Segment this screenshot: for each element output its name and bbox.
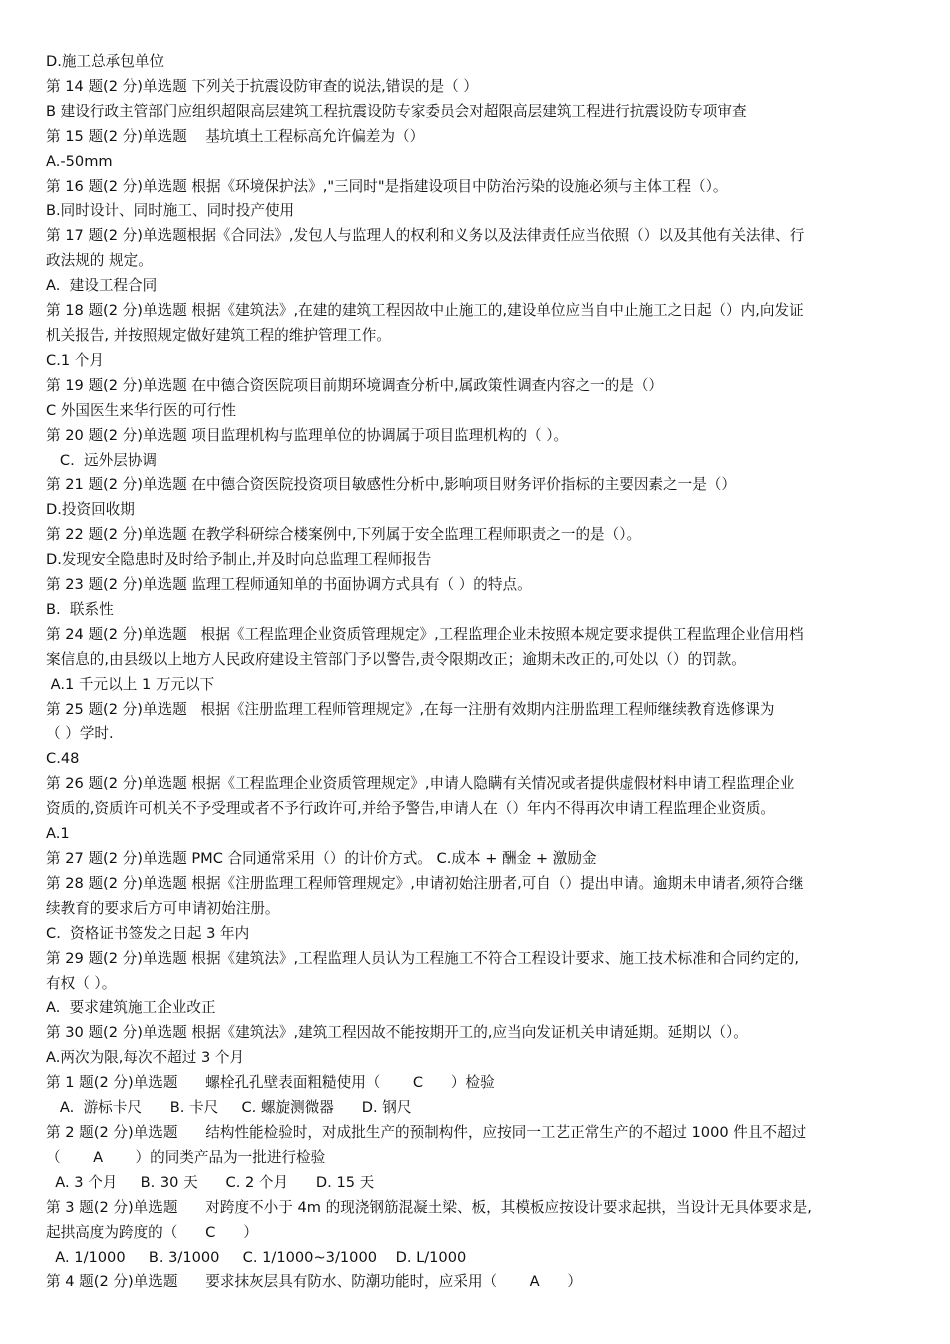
- document-page: [46, 50, 916, 1295]
- text-line: A.1: [46, 825, 70, 843]
- text-line: 第 1 题(2 分)单选题 螺栓孔孔壁表面粗糙使用（ C ）检验: [46, 1074, 495, 1092]
- text-line: 第 3 题(2 分)单选题 对跨度不小于 4m 的现浇钢筋混凝土梁、板，其模板应按设计要求起拱，当设计无具体要求是,: [46, 1198, 812, 1216]
- text-line: 第 24 题(2 分)单选题 根据《工程监理企业资质管理规定》,工程监理企业未按照本规定要求提供工程监理企业信用档: [46, 625, 804, 643]
- text-line: A.两次为限,每次不超过 3 个月: [46, 1049, 245, 1067]
- text-line: C. 远外层协调: [46, 451, 157, 469]
- text-line: 资质的,资质许可机关不予受理或者不予行政许可,并给予警告,申请人在（）年内不得再次申请工程监理企业资质。: [46, 800, 776, 818]
- text-line: B. 联系性: [46, 600, 114, 618]
- text-line: 第 14 题(2 分)单选题 下列关于抗震设防审查的说法,错误的是（ ）: [46, 77, 478, 95]
- text-line: A. 要求建筑施工企业改正: [46, 999, 216, 1017]
- text-line: A. 游标卡尺 B. 卡尺 C. 螺旋测微器 D. 钢尺: [46, 1099, 412, 1117]
- text-line: 机关报告, 并按照规定做好建筑工程的维护管理工作。: [46, 326, 391, 344]
- text-line: 续教育的要求后方可申请初始注册。: [46, 899, 280, 917]
- text-line: D.发现安全隐患时及时给予制止,并及时向总监理工程师报告: [46, 551, 432, 569]
- text-line: 第 22 题(2 分)单选题 在教学科研综合楼案例中,下列属于安全监理工程师职责之一的是（）。: [46, 526, 642, 544]
- text-line: 第 25 题(2 分)单选题 根据《注册监理工程师管理规定》,在每一注册有效期内注册监理工程师继续教育选修课为: [46, 700, 775, 718]
- text-line: C. 资格证书签发之日起 3 年内: [46, 924, 250, 942]
- text-line: B 建设行政主管部门应组织超限高层建筑工程抗震设防专家委员会对超限高层建筑工程进行抗震设防专项审查: [46, 102, 747, 120]
- text-line: 有权（ ）。: [46, 974, 117, 992]
- text-line: A.-50mm: [46, 152, 113, 170]
- text-line: 第 17 题(2 分)单选题根据《合同法》,发包人与监理人的权利和义务以及法律责任应当依照（）以及其他有关法律、行: [46, 227, 805, 245]
- text-line: C 外国医生来华行医的可行性: [46, 401, 236, 419]
- text-line: A.1 千元以上 1 万元以下: [46, 675, 215, 693]
- text-line: 第 28 题(2 分)单选题 根据《注册监理工程师管理规定》,申请初始注册者,可自（）提出申请。逾期未申请者,须符合继: [46, 874, 804, 892]
- text-line: D.投资回收期: [46, 501, 135, 519]
- text-line: A. 建设工程合同: [46, 277, 158, 295]
- text-line: 第 21 题(2 分)单选题 在中德合资医院投资项目敏感性分析中,影响项目财务评价指标的主要因素之一是（）: [46, 476, 736, 494]
- text-line: 第 26 题(2 分)单选题 根据《工程监理企业资质管理规定》,申请人隐瞒有关情况或者提供虚假材料申请工程监理企业: [46, 775, 795, 793]
- text-line: A. 1/1000 B. 3/1000 C. 1/1000~3/1000 D. L/1000: [46, 1248, 467, 1266]
- text-line: 第 15 题(2 分)单选题 基坑填土工程标高允许偏差为（）: [46, 127, 425, 145]
- text-line: 第 2 题(2 分)单选题 结构性能检验时，对成批生产的预制构件，应按同一工艺正常生产的不超过 1000 件且不超过: [46, 1123, 807, 1141]
- text-line: 案信息的,由县级以上地方人民政府建设主管部门予以警告,责令限期改正；逾期未改正的,可处以（）的罚款。: [46, 650, 746, 668]
- text-line: 第 19 题(2 分)单选题 在中德合资医院项目前期环境调查分析中,属政策性调查内容之一的是（）: [46, 376, 664, 394]
- text-line: 第 18 题(2 分)单选题 根据《建筑法》,在建的建筑工程因故中止施工的,建设单位应当自中止施工之日起（）内,向发证: [46, 302, 804, 320]
- text-line: 第 23 题(2 分)单选题 监理工程师通知单的书面协调方式具有（ ）的特点。: [46, 576, 532, 594]
- text-line: A. 3 个月 B. 30 天 C. 2 个月 D. 15 天: [46, 1173, 375, 1191]
- text-line: D.施工总承包单位: [46, 53, 165, 70]
- text-line: 第 30 题(2 分)单选题 根据《建筑法》,建筑工程因故不能按期开工的,应当向发证机关申请延期。延期以（）。: [46, 1024, 748, 1042]
- text-line: （ A ）的同类产品为一批进行检验: [46, 1148, 326, 1166]
- text-line: 政法规的 规定。: [46, 252, 153, 270]
- text-line: 第 27 题(2 分)单选题 PMC 合同通常采用（）的计价方式。 C.成本 + 酬金 + 激励金: [46, 850, 597, 867]
- text-line: 第 16 题(2 分)单选题 根据《环境保护法》,"三同时"是指建设项目中防治污染的设施必须与主体工程（）。: [46, 177, 728, 195]
- text-line: 第 20 题(2 分)单选题 项目监理机构与监理单位的协调属于项目监理机构的（ ）。: [46, 426, 569, 444]
- text-line: 第 29 题(2 分)单选题 根据《建筑法》,工程监理人员认为工程施工不符合工程设计要求、施工技术标准和合同约定的,: [46, 949, 799, 967]
- text-line: 起拱高度为跨度的（ C ）: [46, 1223, 258, 1241]
- text-line: B.同时设计、同时施工、同时投产使用: [46, 202, 295, 220]
- text-line: C.48: [46, 750, 80, 768]
- text-line: C.1 个月: [46, 351, 104, 369]
- text-line: 第 4 题(2 分)单选题 要求抹灰层具有防水、防潮功能时，应采用（ A ）: [46, 1273, 583, 1291]
- text-line: （ ）学时.: [46, 725, 114, 743]
